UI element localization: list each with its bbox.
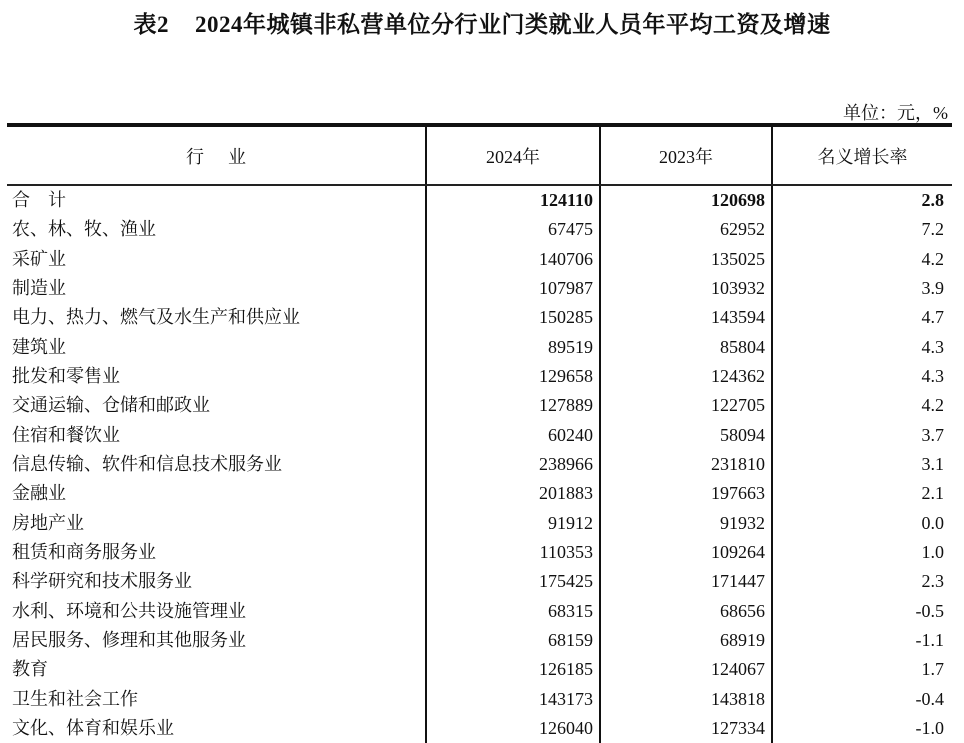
wage-2024: 140706	[426, 244, 600, 273]
table-row	[7, 508, 952, 537]
industry-name: 房地产业	[12, 512, 84, 533]
industry-name: 农、林、牧、渔业	[12, 219, 156, 240]
wage-2023: 68656	[600, 596, 772, 625]
table-row	[7, 274, 952, 303]
wage-2023: 197663	[600, 479, 772, 508]
table-row	[7, 420, 952, 449]
wage-2024: 127889	[426, 391, 600, 420]
table-row	[7, 538, 952, 567]
wage-2024: 126040	[426, 714, 600, 743]
wage-2023: 143818	[600, 685, 772, 714]
wage-2024: 150285	[426, 303, 600, 332]
growth-rate: 2.1	[772, 479, 952, 508]
wage-2024: 126185	[426, 655, 600, 684]
wage-2024: 89519	[426, 332, 600, 361]
growth-rate: -1.1	[772, 626, 952, 655]
wage-2023: 68919	[600, 626, 772, 655]
table-row	[7, 332, 952, 361]
wage-2024: 238966	[426, 450, 600, 479]
wage-2024: 129658	[426, 362, 600, 391]
wage-2023: 231810	[600, 450, 772, 479]
growth-rate: 2.8	[772, 185, 952, 215]
growth-rate: 4.2	[772, 391, 952, 420]
wage-2024: 68159	[426, 626, 600, 655]
wage-2023: 91932	[600, 508, 772, 537]
wage-2023: 124362	[600, 362, 772, 391]
table-row	[7, 450, 952, 479]
industry-name: 交通运输、仓储和邮政业	[12, 395, 210, 416]
industry-name: 金融业	[12, 483, 66, 504]
header-2023: 2023年	[600, 125, 772, 185]
industry-name: 住宿和餐饮业	[12, 424, 120, 445]
industry-name: 信息传输、软件和信息技术服务业	[12, 453, 282, 474]
header-growth-rate: 名义增长率	[772, 125, 952, 185]
wage-2024: 68315	[426, 596, 600, 625]
wage-2023: 109264	[600, 538, 772, 567]
document-title	[0, 6, 964, 39]
table-row	[7, 391, 952, 420]
wage-2024: 107987	[426, 274, 600, 303]
wage-2024: 110353	[426, 538, 600, 567]
industry-name: 建筑业	[12, 336, 66, 357]
table-row	[7, 596, 952, 625]
wage-2023: 120698	[600, 185, 772, 215]
table-row	[7, 567, 952, 596]
table-row	[7, 479, 952, 508]
industry-name: 批发和零售业	[12, 365, 120, 386]
wage-2023: 103932	[600, 274, 772, 303]
wage-2023: 143594	[600, 303, 772, 332]
wage-2023: 127334	[600, 714, 772, 743]
wage-2024: 67475	[426, 215, 600, 244]
table-row	[7, 244, 952, 273]
wage-2024: 175425	[426, 567, 600, 596]
growth-rate: 3.1	[772, 450, 952, 479]
industry-name: 水利、环境和公共设施管理业	[12, 600, 246, 621]
table-row	[7, 685, 952, 714]
wage-2023: 122705	[600, 391, 772, 420]
header-row	[7, 125, 952, 185]
wage-2023: 58094	[600, 420, 772, 449]
table-row	[7, 215, 952, 244]
growth-rate: 4.2	[772, 244, 952, 273]
wage-2024: 143173	[426, 685, 600, 714]
table-header	[7, 125, 952, 185]
wage-2023: 171447	[600, 567, 772, 596]
table-row	[7, 626, 952, 655]
table-number: 表2	[133, 12, 169, 37]
wage-table	[7, 123, 952, 743]
wage-2023: 85804	[600, 332, 772, 361]
industry-name: 文化、体育和娱乐业	[12, 718, 174, 739]
growth-rate: -0.4	[772, 685, 952, 714]
wage-2023: 62952	[600, 215, 772, 244]
wage-2024: 124110	[426, 185, 600, 215]
table-row	[7, 655, 952, 684]
growth-rate: 2.3	[772, 567, 952, 596]
industry-name: 制造业	[12, 277, 66, 298]
table-row-total	[7, 185, 952, 215]
industry-name: 教育	[12, 659, 48, 680]
industry-name: 卫生和社会工作	[12, 688, 138, 709]
wage-table-container	[7, 123, 952, 743]
header-2024: 2024年	[426, 125, 600, 185]
growth-rate: 0.0	[772, 508, 952, 537]
growth-rate: 7.2	[772, 215, 952, 244]
growth-rate: 4.3	[772, 332, 952, 361]
growth-rate: -0.5	[772, 596, 952, 625]
growth-rate: 4.7	[772, 303, 952, 332]
table-row	[7, 714, 952, 743]
growth-rate: 4.3	[772, 362, 952, 391]
unit-label: 单位：元，%	[843, 103, 948, 123]
header-industry: 行业	[7, 125, 426, 185]
wage-2024: 201883	[426, 479, 600, 508]
industry-name: 租赁和商务服务业	[12, 541, 156, 562]
table-row	[7, 362, 952, 391]
table-row	[7, 303, 952, 332]
wage-2023: 135025	[600, 244, 772, 273]
industry-name: 居民服务、修理和其他服务业	[12, 629, 246, 650]
industry-name: 合计	[12, 190, 84, 210]
growth-rate: 3.7	[772, 420, 952, 449]
growth-rate: 1.7	[772, 655, 952, 684]
table-body	[7, 185, 952, 743]
growth-rate: -1.0	[772, 714, 952, 743]
growth-rate: 3.9	[772, 274, 952, 303]
industry-name: 科学研究和技术服务业	[12, 571, 192, 592]
industry-name: 采矿业	[12, 248, 66, 269]
table-title-text: 2024年城镇非私营单位分行业门类就业人员年平均工资及增速	[195, 12, 831, 37]
growth-rate: 1.0	[772, 538, 952, 567]
wage-2024: 91912	[426, 508, 600, 537]
wage-2023: 124067	[600, 655, 772, 684]
wage-2024: 60240	[426, 420, 600, 449]
industry-name: 电力、热力、燃气及水生产和供应业	[12, 307, 300, 328]
